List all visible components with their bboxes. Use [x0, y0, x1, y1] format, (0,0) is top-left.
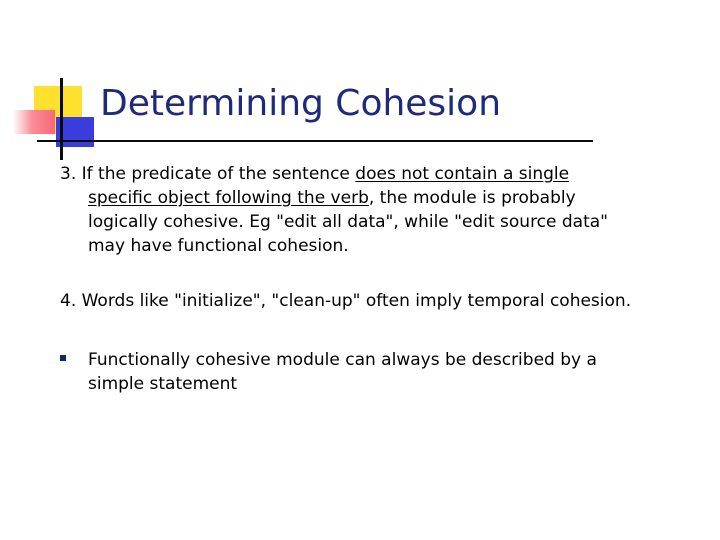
point-3-line-3: logically cohesive. Eg "edit all data", while "edit source data" — [88, 212, 609, 232]
red-fade-bar — [13, 110, 55, 134]
point-3-underline-a: does not contain a single — [355, 164, 570, 184]
point-3-line-2 — [60, 186, 620, 210]
bullet-line-2: simple statement — [88, 374, 238, 394]
vertical-rule — [60, 78, 63, 160]
point-3-line-4: may have functional cohesion. — [88, 236, 349, 256]
bullet-text — [88, 348, 640, 396]
title-underline-rule — [37, 140, 593, 142]
point-3-underline-b: specific object following the verb — [88, 188, 369, 208]
point-3-paragraph — [60, 162, 620, 258]
point-3-line-2-rest: , the module is probably — [368, 188, 576, 208]
point-4-paragraph: 4. Words like "initialize", "clean-up" often imply temporal cohesion. — [60, 291, 632, 311]
slide-title: Determining Cohesion — [100, 83, 502, 124]
square-bullet-icon — [60, 355, 66, 361]
point-3-prefix: 3. If the predicate of the sentence — [60, 164, 356, 184]
bullet-line-1: Functionally cohesive module can always be described by a — [88, 350, 597, 370]
bullet-item — [60, 348, 640, 396]
